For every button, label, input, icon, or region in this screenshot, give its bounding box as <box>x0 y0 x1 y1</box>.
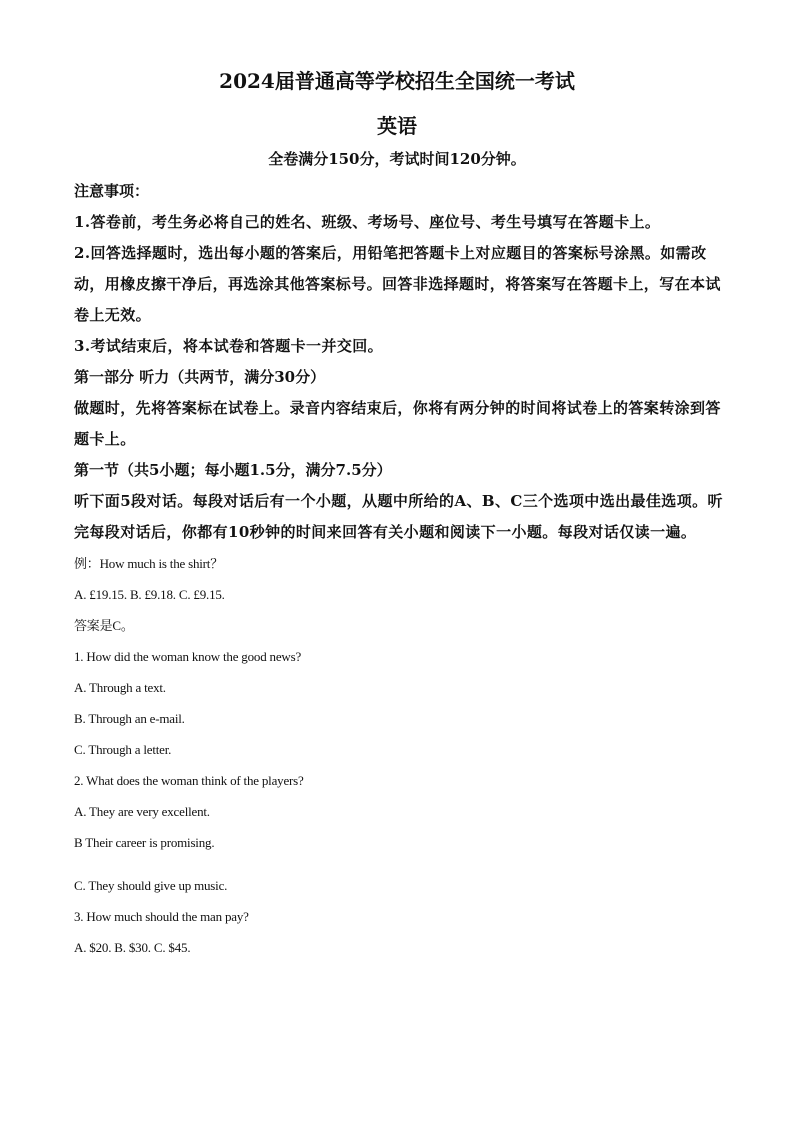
question-3: 3. How much should the man pay? <box>74 909 249 924</box>
question-2-option-b: B Their career is promising. <box>74 835 215 850</box>
section1-heading: 第一节（共5小题；每小题1.5分，满分7.5分） <box>74 461 392 479</box>
question-1-option-c: C. Through a letter. <box>74 742 172 757</box>
section1-instruction: 听下面5段对话。每段对话后有一个小题，从题中所给的A、B、C三个选项中选出最佳选项。听完每段对话后，你都有10秒钟的时间来回答有关小题和阅读下一小题。每段对话仅读一遍。 <box>74 492 723 541</box>
question-3-options: A. $20. B. $30. C. $45. <box>74 940 191 955</box>
question-2-option-c: C. They should give up music. <box>74 878 228 893</box>
part1-heading: 第一部分 听力（共两节，满分30分） <box>74 368 326 386</box>
question-2: 2. What does the woman think of the players? <box>74 773 304 788</box>
exam-body <box>74 176 724 963</box>
exam-title: 2024届普通高等学校招生全国统一考试 <box>219 69 575 93</box>
notice-item-3: 3.考试结束后，将本试卷和答题卡一并交回。 <box>74 337 384 355</box>
question-2-option-a: A. They are very excellent. <box>74 804 210 819</box>
notice-item-2: 2.回答选择题时，选出每小题的答案后，用铅笔把答题卡上对应题目的答案标号涂黑。如需改动，用橡皮擦干净后，再选涂其他答案标号。回答非选择题时，将答案写在答题卡上，写在本试卷上无效。 <box>74 244 721 324</box>
question-1-option-a: A. Through a text. <box>74 680 166 695</box>
question-1-option-b: B. Through an e-mail. <box>74 711 185 726</box>
notice-item-1: 1.答卷前，考生务必将自己的姓名、班级、考场号、座位号、考生号填写在答题卡上。 <box>74 213 661 231</box>
question-1: 1. How did the woman know the good news? <box>74 649 302 664</box>
subject-title: 英语 <box>377 114 417 138</box>
score-time-line: 全卷满分150分，考试时间120分钟。 <box>268 150 526 168</box>
example-options: A. £19.15. B. £9.18. C. £9.15. <box>74 587 225 602</box>
notice-heading: 注意事项： <box>74 182 150 200</box>
example-answer: 答案是C。 <box>74 618 134 633</box>
part1-instruction: 做题时，先将答案标在试卷上。录音内容结束后，你将有两分钟的时间将试卷上的答案转涂到答题卡上。 <box>74 399 721 448</box>
example-question: 例：How much is the shirt？ <box>74 556 224 571</box>
